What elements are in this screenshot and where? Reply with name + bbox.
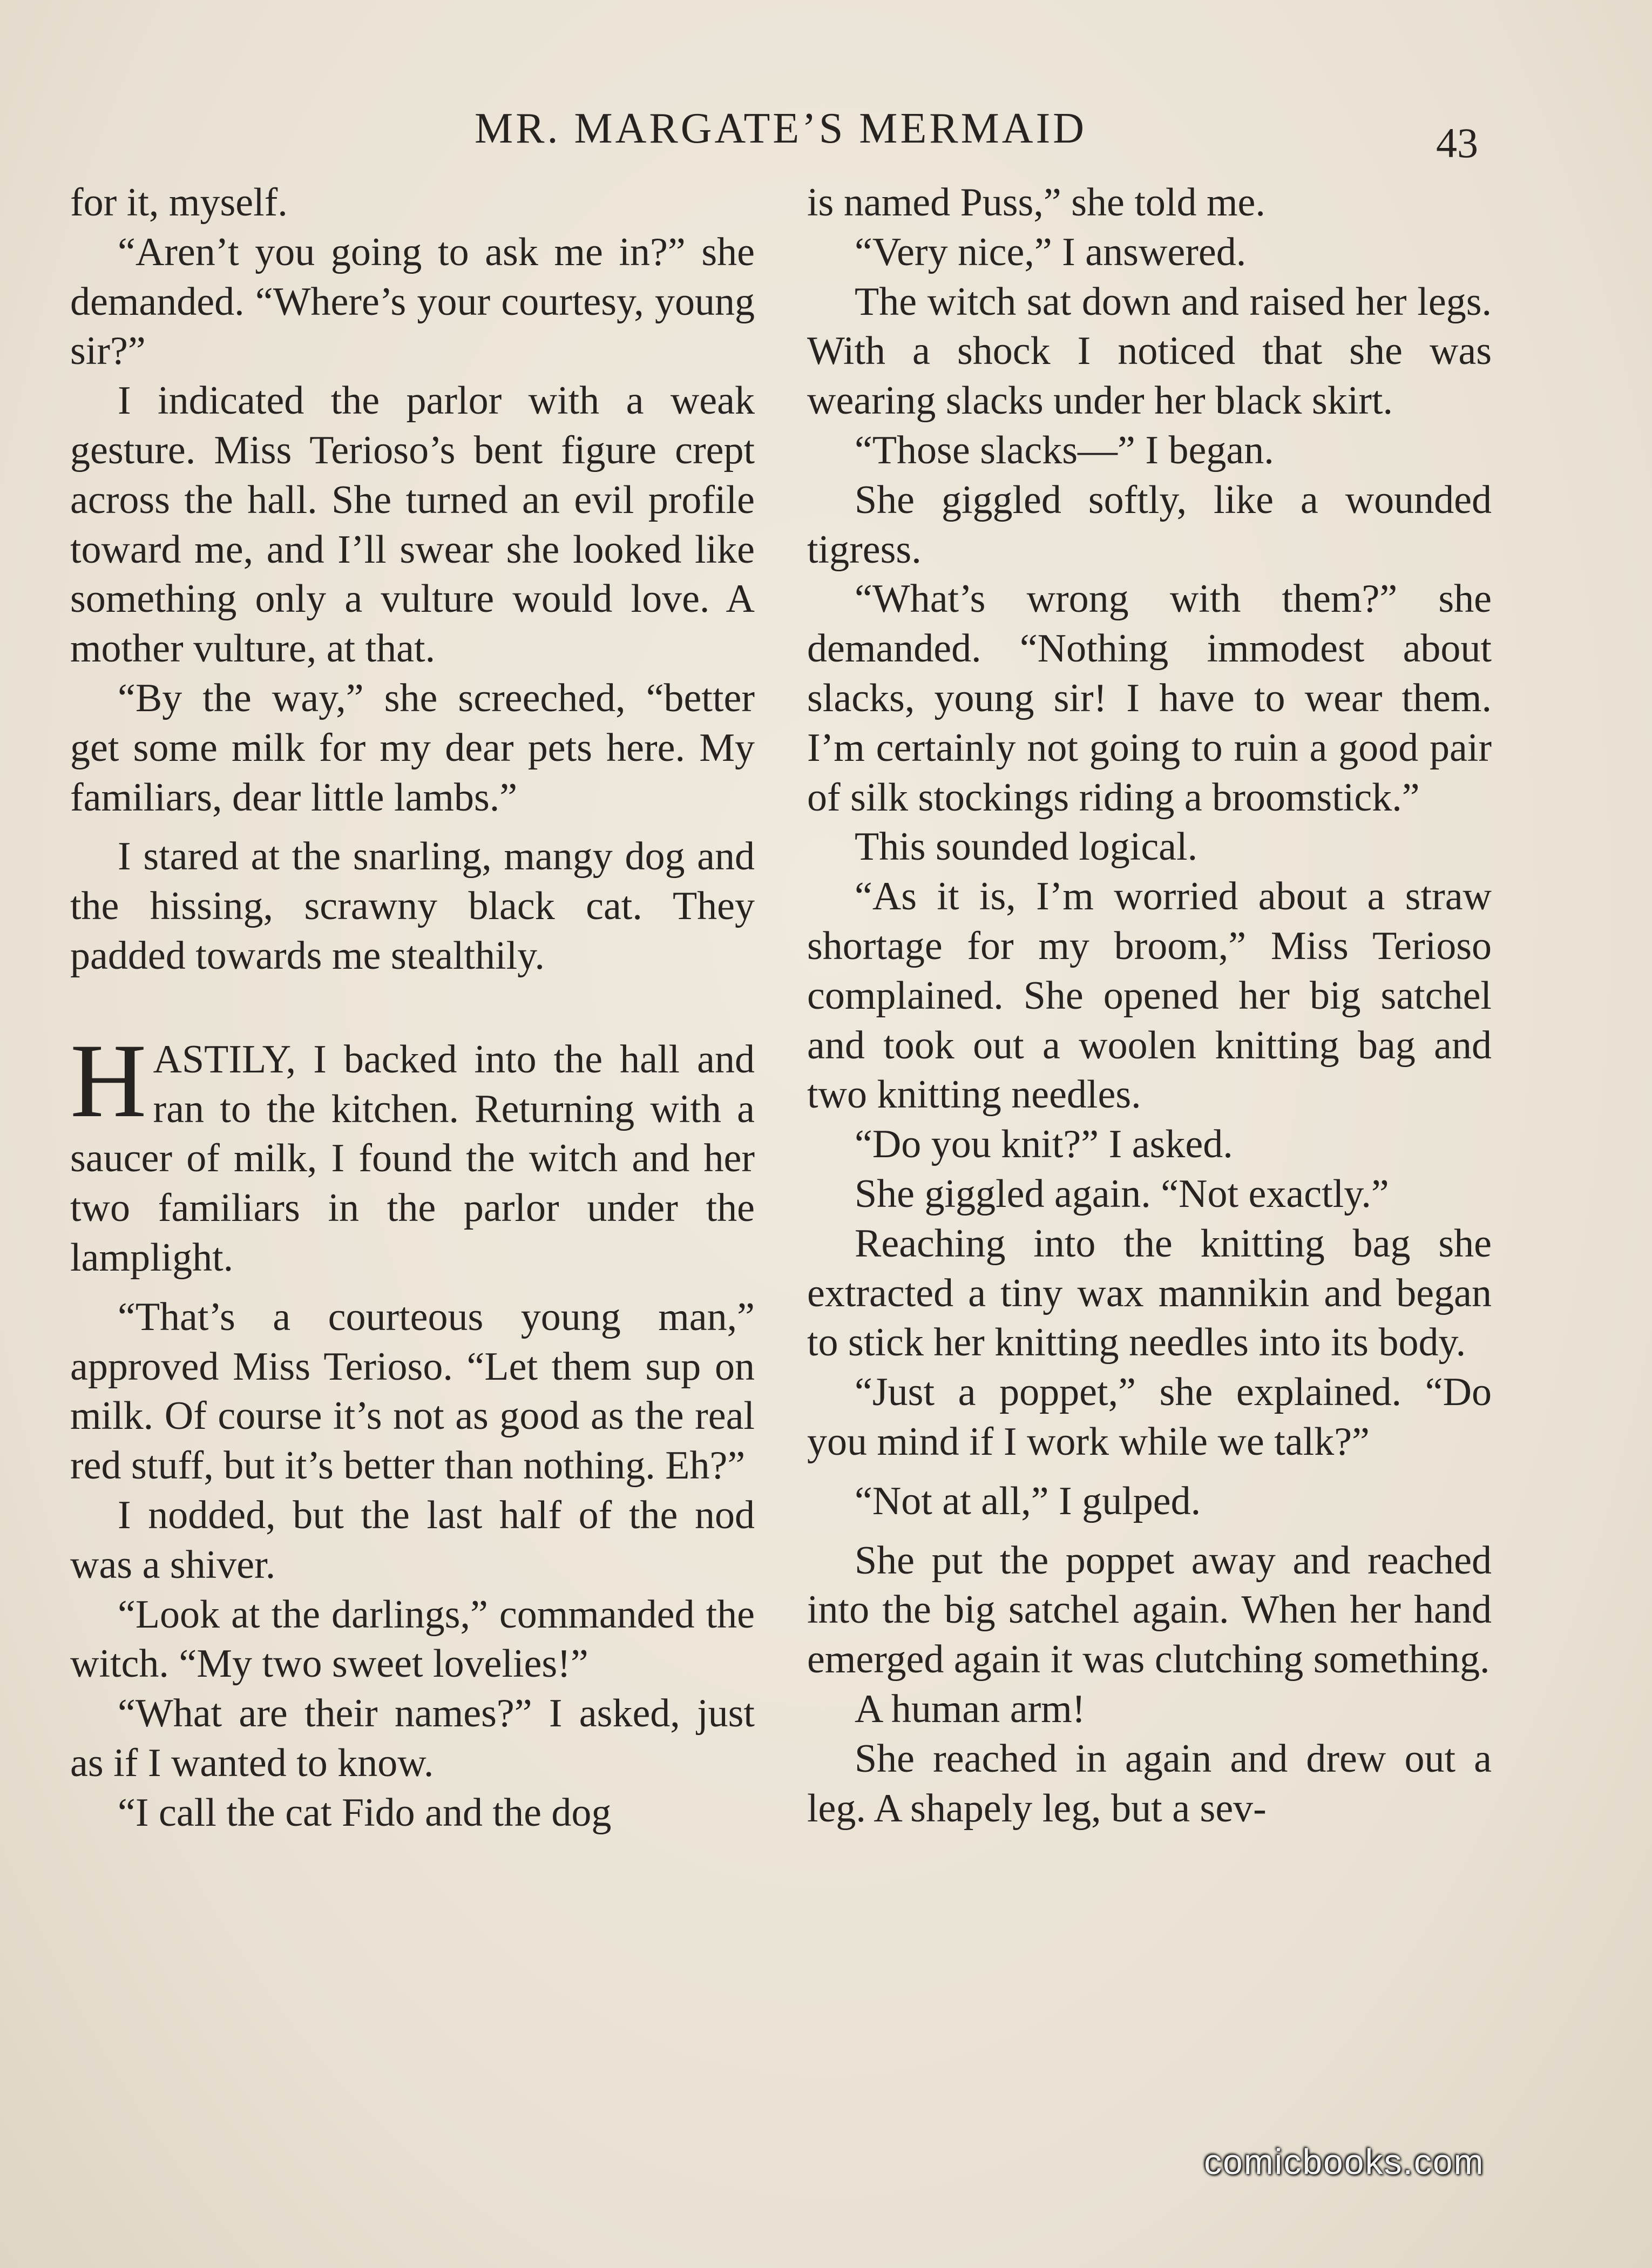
paragraph: She put the poppet away and reached into the big satchel again. When her hand emerged again it was clutching something. xyxy=(807,1538,1492,1682)
paragraph: “Aren’t you going to ask me in?” she demanded. “Where’s your courtesy, young sir?” xyxy=(70,230,755,374)
paragraph: “What are their names?” I asked, just as if I wanted to know. xyxy=(70,1691,755,1785)
paragraph: “Those slacks—” I began. xyxy=(855,428,1274,473)
paragraph: “By the way,” she screeched, “better get some milk for my dear pets here. My familiars, dear little lambs.” xyxy=(70,676,755,820)
section-opening-text: ASTILY, I backed into the hall and ran to the kitchen. Returning with a saucer of milk, I found the witch and her two familiars in the parlor under the lamplight. xyxy=(70,1037,755,1280)
paragraph: She giggled again. “Not exactly.” xyxy=(855,1171,1389,1216)
paragraph: This sounded logical. xyxy=(855,825,1198,869)
site-watermark: comicbooks.com xyxy=(1204,2142,1485,2182)
paragraph: I nodded, but the last half of the nod was a shiver. xyxy=(70,1493,755,1587)
paragraph: “I call the cat Fido and the dog xyxy=(118,1790,612,1835)
paragraph: She reached in again and drew out a leg. A shapely leg, but a sev- xyxy=(807,1736,1492,1831)
section-opening-paragraph xyxy=(70,1022,755,1283)
paragraph: I indicated the parlor with a weak gesture. Miss Terioso’s bent figure crept across the hall. She turned an evil profile toward me, and I’ll swear she looked like something only a vulture would love. A mother vulture, at that. xyxy=(70,379,755,671)
paragraph: “What’s wrong with them?” she demanded. “Nothing immodest about slacks, young sir! I have to wear them. I’m certainly not going to ruin a good pair of silk stockings riding a broomstick.” xyxy=(807,577,1492,820)
paragraph: I stared at the snarling, mangy dog and the hissing, scrawny black cat. They padded towards me stealthily. xyxy=(70,834,755,978)
drop-cap: H xyxy=(70,1022,147,1139)
left-column xyxy=(70,178,755,1838)
paragraph: The witch sat down and raised her legs. With a shock I noticed that she was wearing slacks under her black skirt. xyxy=(807,279,1492,423)
paragraph: is named Puss,” she told me. xyxy=(807,180,1265,225)
page-number: 43 xyxy=(1436,119,1478,166)
paragraph: “Just a poppet,” she explained. “Do you mind if I work while we talk?” xyxy=(807,1370,1492,1464)
right-column xyxy=(807,178,1492,1833)
paragraph: “Do you knit?” I asked. xyxy=(855,1122,1233,1167)
paragraph: “Very nice,” I answered. xyxy=(855,230,1247,274)
paragraph: She giggled softly, like a wounded tigress. xyxy=(807,477,1492,572)
paragraph: for it, myself. xyxy=(70,180,288,225)
running-title: MR. MARGATE’S MERMAID xyxy=(475,105,1087,152)
paragraph: Reaching into the knitting bag she extracted a tiny wax mannikin and began to stick her knitting needles into its body. xyxy=(807,1221,1492,1365)
paragraph: A human arm! xyxy=(855,1686,1086,1731)
paragraph: “As it is, I’m worried about a straw shortage for my broom,” Miss Terioso complained. She opened her big satchel and took out a woolen knitting bag and two knitting needles. xyxy=(807,874,1492,1117)
paragraph: “Look at the darlings,” commanded the witch. “My two sweet lovelies!” xyxy=(70,1592,755,1686)
paragraph: “Not at all,” I gulped. xyxy=(855,1479,1201,1523)
paragraph: “That’s a courteous young man,” approved Miss Terioso. “Let them sup on milk. Of course it’s not as good as the real red stuff, but it’s better than nothing. Eh?” xyxy=(70,1294,755,1488)
